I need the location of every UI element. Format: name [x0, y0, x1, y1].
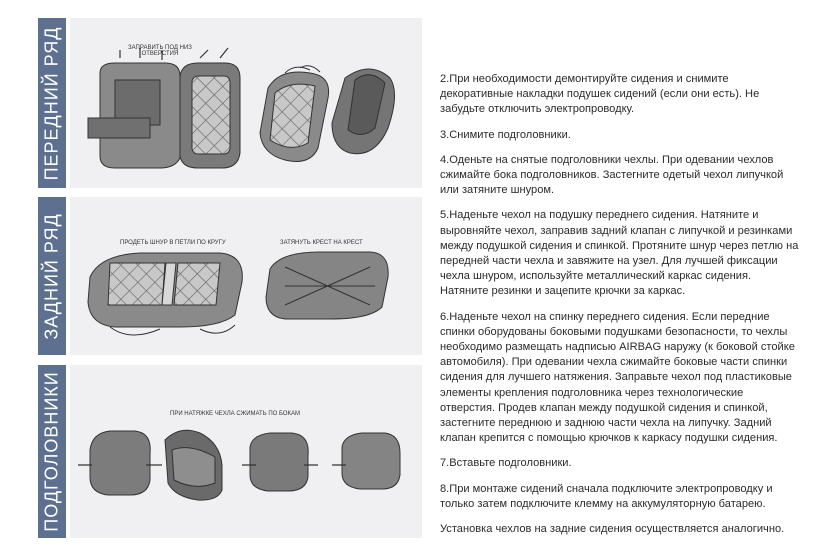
front-caption-top: ЗАПРАВИТЬ ПОД НИЗ ОТВЕРСТИЯ [128, 45, 192, 57]
rear-caption-left: ПРОДЕТЬ ШНУР В ПЕТЛИ ПО КРУГУ [120, 240, 226, 246]
front-seat-illustration [70, 18, 422, 188]
front-row-panel [70, 18, 422, 188]
instruction-step-3: 3.Снимите подголовники. [440, 128, 571, 141]
instruction-step-7: 7.Вставьте подголовники. [440, 457, 572, 470]
headrest-caption: ПРИ НАТЯЖКЕ ЧЕХЛА СЖИМАТЬ ПО БОКАМ [170, 411, 301, 417]
instruction-step-4: 4.Оденьте на снятые подголовники чехлы. При одевании чехлов сжимайте бока подголовников. Застегните одетый чехол липучкой или затяните шнуром. [440, 153, 784, 197]
instructions-text [440, 72, 800, 547]
section-label-front [38, 18, 66, 188]
headrest-panel [70, 365, 422, 538]
instruction-step-6: 6.Наденьте чехол на спинку переднего сидения. Если передние спинки оборудованы боковыми подушками безопасности, то чехлы необходимо размещать надписью AIRBAG наружу (к боковой стойке автомобиля). При одевании чехла сжимайте боковые части спинки сидения для лучшего натяжения. Заправьте чехол под пластиковые элементы крепления подголовника через технологические отверстия. Продев клапан между подушкой сидения и спинкой, застегните переднюю и заднюю части чехла на липучку. Задний клапан крепится с помощью крючков к каркасу подушки сидения. [440, 310, 795, 445]
rear-row-panel [70, 197, 422, 355]
headrest-illustration [70, 365, 422, 538]
instruction-step-2: 2.При необходимости демонтируйте сидения и снимите декоративные накладки подушек сидений (если они есть). Не забудьте отключить электропроводку. [440, 73, 760, 116]
instruction-step-8: 8.При монтаже сидений сначала подключите электропроводку и только затем подключите клемму на аккумуляторную батарею. [440, 482, 773, 510]
section-label-headrest [38, 365, 66, 538]
instruction-rear-note: Установка чехлов на задние сидения осуществляется аналогично. [440, 523, 785, 536]
section-label-rear [38, 197, 66, 355]
rear-seat-illustration [70, 197, 422, 355]
section-label-front-text: ПЕРЕДНИЙ РЯД [41, 26, 62, 180]
section-label-headrest-text: ПОДГОЛОВНИКИ [41, 371, 62, 532]
instruction-step-5: 5.Наденьте чехол на подушку переднего сидения. Натяните и выровняйте чехол, заправив задний клапан с липучкой и резинками между подушкой сидения и спинкой. Протяните шнур через петлю на передней части чехла и завяжите на узел. Для лучшей фиксации чехла шнуром, используйте металлический каркас сидения. Натяните резинки и зацепите крючки за каркас. [440, 209, 799, 298]
rear-caption-right: ЗАТЯНУТЬ КРЕСТ НА КРЕСТ [280, 240, 363, 246]
section-label-rear-text: ЗАДНИЙ РЯД [41, 212, 62, 340]
